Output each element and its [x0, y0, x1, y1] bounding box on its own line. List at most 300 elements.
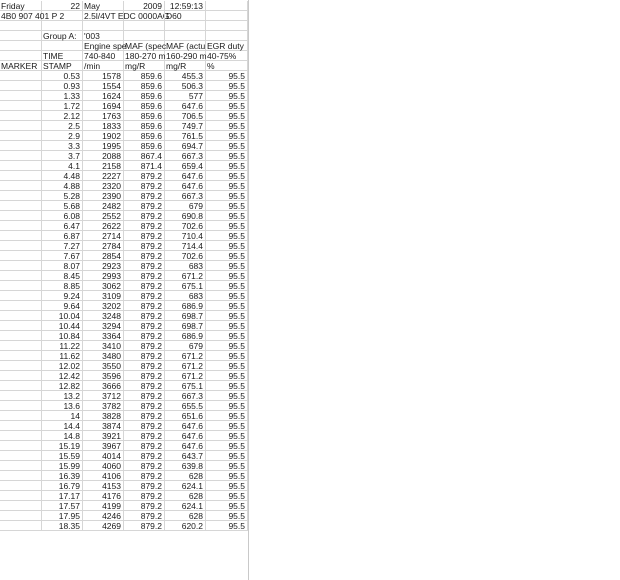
- cell-engine-speed[interactable]: 2320: [83, 181, 124, 191]
- cell-egr-duty[interactable]: 95.5: [206, 301, 248, 311]
- cell-engine-speed[interactable]: 3596: [83, 371, 124, 381]
- cell-marker[interactable]: [0, 111, 42, 121]
- header-cell-egr-duty[interactable]: [206, 11, 248, 21]
- cell-maf-actual[interactable]: 683: [165, 291, 206, 301]
- cell-marker[interactable]: [0, 241, 42, 251]
- cell-maf-spec[interactable]: 879.2: [124, 501, 165, 511]
- cell-time-stamp[interactable]: 2.5: [42, 121, 83, 131]
- cell-engine-speed[interactable]: 4153: [83, 481, 124, 491]
- cell-time-stamp[interactable]: 2.9: [42, 131, 83, 141]
- header-cell-maf-actual[interactable]: [165, 21, 206, 31]
- cell-marker[interactable]: [0, 121, 42, 131]
- cell-engine-speed[interactable]: 2088: [83, 151, 124, 161]
- cell-maf-spec[interactable]: 879.2: [124, 181, 165, 191]
- cell-marker[interactable]: [0, 411, 42, 421]
- cell-maf-spec[interactable]: 859.6: [124, 141, 165, 151]
- header-cell-egr-duty[interactable]: [206, 31, 248, 41]
- cell-egr-duty[interactable]: 95.5: [206, 241, 248, 251]
- header-cell-engine-speed[interactable]: /min: [83, 61, 124, 71]
- cell-maf-spec[interactable]: 879.2: [124, 251, 165, 261]
- cell-maf-actual[interactable]: 667.3: [165, 391, 206, 401]
- cell-marker[interactable]: [0, 481, 42, 491]
- cell-marker[interactable]: [0, 181, 42, 191]
- header-cell-marker[interactable]: 4B0 907 401 P 2: [1, 11, 65, 21]
- cell-time-stamp[interactable]: 17.95: [42, 511, 83, 521]
- cell-maf-spec[interactable]: 879.2: [124, 391, 165, 401]
- header-cell-maf-actual[interactable]: 160-290 m: [166, 51, 207, 61]
- cell-egr-duty[interactable]: 95.5: [206, 191, 248, 201]
- cell-marker[interactable]: [0, 301, 42, 311]
- cell-maf-spec[interactable]: 879.2: [124, 211, 165, 221]
- cell-egr-duty[interactable]: 95.5: [206, 261, 248, 271]
- cell-time-stamp[interactable]: 0.53: [42, 71, 83, 81]
- cell-engine-speed[interactable]: 2993: [83, 271, 124, 281]
- cell-egr-duty[interactable]: 95.5: [206, 211, 248, 221]
- cell-maf-spec[interactable]: 879.2: [124, 441, 165, 451]
- cell-egr-duty[interactable]: 95.5: [206, 371, 248, 381]
- cell-egr-duty[interactable]: 95.5: [206, 151, 248, 161]
- header-cell-marker[interactable]: [0, 51, 42, 61]
- cell-maf-actual[interactable]: 671.2: [165, 371, 206, 381]
- cell-time-stamp[interactable]: 7.67: [42, 251, 83, 261]
- cell-maf-spec[interactable]: 871.4: [124, 161, 165, 171]
- header-cell-maf-spec[interactable]: [124, 21, 165, 31]
- cell-maf-spec[interactable]: 859.6: [124, 101, 165, 111]
- header-cell-time-stamp[interactable]: [42, 11, 83, 21]
- header-cell-engine-speed[interactable]: '003: [83, 31, 124, 41]
- cell-maf-spec[interactable]: 879.2: [124, 421, 165, 431]
- cell-maf-spec[interactable]: 879.2: [124, 331, 165, 341]
- cell-time-stamp[interactable]: 6.47: [42, 221, 83, 231]
- cell-time-stamp[interactable]: 15.99: [42, 461, 83, 471]
- header-cell-maf-spec[interactable]: mg/R: [124, 61, 165, 71]
- cell-time-stamp[interactable]: 12.42: [42, 371, 83, 381]
- cell-engine-speed[interactable]: 2622: [83, 221, 124, 231]
- header-cell-maf-actual[interactable]: [165, 31, 206, 41]
- cell-time-stamp[interactable]: 10.84: [42, 331, 83, 341]
- cell-time-stamp[interactable]: 3.7: [42, 151, 83, 161]
- cell-engine-speed[interactable]: 1995: [83, 141, 124, 151]
- cell-maf-actual[interactable]: 690.8: [165, 211, 206, 221]
- cell-egr-duty[interactable]: 95.5: [206, 381, 248, 391]
- cell-marker[interactable]: [0, 151, 42, 161]
- cell-engine-speed[interactable]: 1833: [83, 121, 124, 131]
- cell-engine-speed[interactable]: 4014: [83, 451, 124, 461]
- cell-maf-actual[interactable]: 679: [165, 341, 206, 351]
- cell-maf-actual[interactable]: 702.6: [165, 251, 206, 261]
- cell-maf-actual[interactable]: 686.9: [165, 301, 206, 311]
- cell-marker[interactable]: [0, 391, 42, 401]
- cell-time-stamp[interactable]: 16.79: [42, 481, 83, 491]
- cell-egr-duty[interactable]: 95.5: [206, 441, 248, 451]
- cell-maf-actual[interactable]: 761.5: [165, 131, 206, 141]
- cell-time-stamp[interactable]: 8.07: [42, 261, 83, 271]
- cell-maf-spec[interactable]: 879.2: [124, 381, 165, 391]
- cell-marker[interactable]: [0, 291, 42, 301]
- cell-egr-duty[interactable]: 95.5: [206, 451, 248, 461]
- cell-marker[interactable]: [0, 251, 42, 261]
- cell-maf-actual[interactable]: 702.6: [165, 221, 206, 231]
- cell-egr-duty[interactable]: 95.5: [206, 251, 248, 261]
- cell-maf-spec[interactable]: 879.2: [124, 411, 165, 421]
- cell-time-stamp[interactable]: 4.88: [42, 181, 83, 191]
- cell-engine-speed[interactable]: 2784: [83, 241, 124, 251]
- header-cell-maf-spec[interactable]: [124, 11, 165, 21]
- cell-time-stamp[interactable]: 16.39: [42, 471, 83, 481]
- cell-engine-speed[interactable]: 1902: [83, 131, 124, 141]
- cell-maf-actual[interactable]: 698.7: [165, 311, 206, 321]
- cell-egr-duty[interactable]: 95.5: [206, 351, 248, 361]
- cell-marker[interactable]: [0, 231, 42, 241]
- cell-egr-duty[interactable]: 95.5: [206, 321, 248, 331]
- cell-egr-duty[interactable]: 95.5: [206, 511, 248, 521]
- cell-egr-duty[interactable]: 95.5: [206, 421, 248, 431]
- header-cell-engine-speed[interactable]: Engine spe: [84, 41, 127, 51]
- cell-maf-spec[interactable]: 879.2: [124, 301, 165, 311]
- cell-time-stamp[interactable]: 14.4: [42, 421, 83, 431]
- cell-egr-duty[interactable]: 95.5: [206, 171, 248, 181]
- cell-egr-duty[interactable]: 95.5: [206, 311, 248, 321]
- cell-maf-spec[interactable]: 879.2: [124, 481, 165, 491]
- header-cell-maf-actual[interactable]: D60: [165, 11, 206, 21]
- cell-marker[interactable]: [0, 471, 42, 481]
- cell-maf-actual[interactable]: 671.2: [165, 351, 206, 361]
- header-cell-egr-duty[interactable]: 40-75%: [206, 51, 248, 61]
- cell-time-stamp[interactable]: 9.24: [42, 291, 83, 301]
- cell-time-stamp[interactable]: 8.45: [42, 271, 83, 281]
- cell-egr-duty[interactable]: 95.5: [206, 101, 248, 111]
- cell-maf-spec[interactable]: 879.2: [124, 361, 165, 371]
- cell-engine-speed[interactable]: 3480: [83, 351, 124, 361]
- cell-egr-duty[interactable]: 95.5: [206, 471, 248, 481]
- cell-marker[interactable]: [0, 501, 42, 511]
- cell-maf-spec[interactable]: 879.2: [124, 241, 165, 251]
- cell-engine-speed[interactable]: 2227: [83, 171, 124, 181]
- header-cell-time-stamp[interactable]: Group A:: [42, 31, 83, 41]
- cell-maf-spec[interactable]: 859.6: [124, 131, 165, 141]
- header-cell-maf-spec[interactable]: 2009: [124, 1, 165, 11]
- cell-maf-actual[interactable]: 647.6: [165, 181, 206, 191]
- cell-marker[interactable]: [0, 221, 42, 231]
- cell-maf-actual[interactable]: 749.7: [165, 121, 206, 131]
- cell-egr-duty[interactable]: 95.5: [206, 161, 248, 171]
- cell-maf-spec[interactable]: 879.2: [124, 311, 165, 321]
- header-cell-time-stamp[interactable]: [42, 41, 83, 51]
- cell-time-stamp[interactable]: 4.48: [42, 171, 83, 181]
- cell-engine-speed[interactable]: 3550: [83, 361, 124, 371]
- cell-marker[interactable]: [0, 261, 42, 271]
- header-cell-marker[interactable]: Friday: [0, 1, 42, 11]
- cell-maf-actual[interactable]: 577: [165, 91, 206, 101]
- cell-egr-duty[interactable]: 95.5: [206, 391, 248, 401]
- header-cell-time-stamp[interactable]: STAMP: [42, 61, 83, 71]
- cell-maf-spec[interactable]: 859.6: [124, 121, 165, 131]
- cell-engine-speed[interactable]: 3364: [83, 331, 124, 341]
- cell-marker[interactable]: [0, 331, 42, 341]
- cell-egr-duty[interactable]: 95.5: [206, 521, 248, 531]
- header-cell-maf-spec[interactable]: [124, 31, 165, 41]
- cell-engine-speed[interactable]: 2390: [83, 191, 124, 201]
- cell-marker[interactable]: [0, 201, 42, 211]
- cell-marker[interactable]: [0, 361, 42, 371]
- cell-maf-spec[interactable]: 879.2: [124, 191, 165, 201]
- cell-egr-duty[interactable]: 95.5: [206, 291, 248, 301]
- cell-maf-spec[interactable]: 879.2: [124, 511, 165, 521]
- cell-maf-spec[interactable]: 879.2: [124, 321, 165, 331]
- cell-egr-duty[interactable]: 95.5: [206, 141, 248, 151]
- cell-egr-duty[interactable]: 95.5: [206, 281, 248, 291]
- cell-marker[interactable]: [0, 271, 42, 281]
- cell-maf-spec[interactable]: 879.2: [124, 261, 165, 271]
- cell-egr-duty[interactable]: 95.5: [206, 71, 248, 81]
- cell-engine-speed[interactable]: 3874: [83, 421, 124, 431]
- cell-marker[interactable]: [0, 141, 42, 151]
- cell-marker[interactable]: [0, 421, 42, 431]
- cell-maf-spec[interactable]: 879.2: [124, 201, 165, 211]
- cell-maf-spec[interactable]: 879.2: [124, 431, 165, 441]
- cell-time-stamp[interactable]: 13.2: [42, 391, 83, 401]
- cell-maf-actual[interactable]: 620.2: [165, 521, 206, 531]
- cell-marker[interactable]: [0, 211, 42, 221]
- cell-time-stamp[interactable]: 3.3: [42, 141, 83, 151]
- cell-egr-duty[interactable]: 95.5: [206, 501, 248, 511]
- cell-engine-speed[interactable]: 3967: [83, 441, 124, 451]
- cell-maf-actual[interactable]: 651.6: [165, 411, 206, 421]
- cell-maf-spec[interactable]: 867.4: [124, 151, 165, 161]
- cell-maf-actual[interactable]: 628: [165, 511, 206, 521]
- cell-marker[interactable]: [0, 171, 42, 181]
- cell-time-stamp[interactable]: 18.35: [42, 521, 83, 531]
- cell-maf-actual[interactable]: 714.4: [165, 241, 206, 251]
- cell-time-stamp[interactable]: 7.27: [42, 241, 83, 251]
- cell-maf-spec[interactable]: 879.2: [124, 351, 165, 361]
- cell-time-stamp[interactable]: 9.64: [42, 301, 83, 311]
- cell-time-stamp[interactable]: 2.12: [42, 111, 83, 121]
- cell-time-stamp[interactable]: 12.02: [42, 361, 83, 371]
- cell-egr-duty[interactable]: 95.5: [206, 271, 248, 281]
- cell-maf-actual[interactable]: 655.5: [165, 401, 206, 411]
- cell-engine-speed[interactable]: 2854: [83, 251, 124, 261]
- cell-maf-actual[interactable]: 624.1: [165, 481, 206, 491]
- cell-maf-spec[interactable]: 879.2: [124, 281, 165, 291]
- cell-time-stamp[interactable]: 10.44: [42, 321, 83, 331]
- cell-maf-actual[interactable]: 639.8: [165, 461, 206, 471]
- cell-time-stamp[interactable]: 5.28: [42, 191, 83, 201]
- header-cell-egr-duty[interactable]: %: [206, 61, 248, 71]
- cell-marker[interactable]: [0, 191, 42, 201]
- cell-marker[interactable]: [0, 351, 42, 361]
- cell-engine-speed[interactable]: 2714: [83, 231, 124, 241]
- header-cell-marker[interactable]: MARKER: [0, 61, 42, 71]
- cell-maf-spec[interactable]: 879.2: [124, 401, 165, 411]
- cell-time-stamp[interactable]: 10.04: [42, 311, 83, 321]
- cell-time-stamp[interactable]: 6.87: [42, 231, 83, 241]
- cell-maf-actual[interactable]: 694.7: [165, 141, 206, 151]
- cell-time-stamp[interactable]: 11.62: [42, 351, 83, 361]
- cell-maf-actual[interactable]: 647.6: [165, 431, 206, 441]
- cell-maf-actual[interactable]: 667.3: [165, 191, 206, 201]
- cell-time-stamp[interactable]: 5.68: [42, 201, 83, 211]
- cell-maf-actual[interactable]: 679: [165, 201, 206, 211]
- cell-engine-speed[interactable]: 3828: [83, 411, 124, 421]
- cell-marker[interactable]: [0, 451, 42, 461]
- cell-maf-spec[interactable]: 879.2: [124, 471, 165, 481]
- header-cell-engine-speed[interactable]: 740-840: [83, 51, 124, 61]
- cell-egr-duty[interactable]: 95.5: [206, 111, 248, 121]
- cell-maf-actual[interactable]: 667.3: [165, 151, 206, 161]
- cell-marker[interactable]: [0, 521, 42, 531]
- cell-maf-actual[interactable]: 455.3: [165, 71, 206, 81]
- cell-egr-duty[interactable]: 95.5: [206, 341, 248, 351]
- cell-engine-speed[interactable]: 1554: [83, 81, 124, 91]
- header-cell-marker[interactable]: [0, 31, 42, 41]
- cell-marker[interactable]: [0, 511, 42, 521]
- cell-marker[interactable]: [0, 71, 42, 81]
- cell-maf-spec[interactable]: 879.2: [124, 451, 165, 461]
- cell-time-stamp[interactable]: 0.93: [42, 81, 83, 91]
- cell-time-stamp[interactable]: 8.85: [42, 281, 83, 291]
- cell-engine-speed[interactable]: 1694: [83, 101, 124, 111]
- cell-marker[interactable]: [0, 431, 42, 441]
- cell-maf-actual[interactable]: 506.3: [165, 81, 206, 91]
- cell-time-stamp[interactable]: 17.57: [42, 501, 83, 511]
- cell-egr-duty[interactable]: 95.5: [206, 91, 248, 101]
- header-cell-maf-actual[interactable]: mg/R: [165, 61, 206, 71]
- cell-marker[interactable]: [0, 441, 42, 451]
- cell-time-stamp[interactable]: 11.22: [42, 341, 83, 351]
- cell-maf-actual[interactable]: 675.1: [165, 381, 206, 391]
- header-cell-engine-speed[interactable]: 2.5l/4VT EDC 0000AG: [84, 11, 170, 21]
- cell-egr-duty[interactable]: 95.5: [206, 491, 248, 501]
- header-cell-marker[interactable]: [0, 41, 42, 51]
- cell-maf-actual[interactable]: 706.5: [165, 111, 206, 121]
- cell-time-stamp[interactable]: 1.33: [42, 91, 83, 101]
- cell-maf-spec[interactable]: 879.2: [124, 371, 165, 381]
- header-cell-egr-duty[interactable]: [206, 1, 248, 11]
- cell-egr-duty[interactable]: 95.5: [206, 131, 248, 141]
- cell-maf-actual[interactable]: 683: [165, 261, 206, 271]
- cell-time-stamp[interactable]: 13.6: [42, 401, 83, 411]
- cell-marker[interactable]: [0, 321, 42, 331]
- cell-engine-speed[interactable]: 3248: [83, 311, 124, 321]
- cell-marker[interactable]: [0, 81, 42, 91]
- header-cell-engine-speed[interactable]: May: [83, 1, 124, 11]
- cell-engine-speed[interactable]: 2923: [83, 261, 124, 271]
- cell-engine-speed[interactable]: 3109: [83, 291, 124, 301]
- cell-marker[interactable]: [0, 341, 42, 351]
- cell-engine-speed[interactable]: 3782: [83, 401, 124, 411]
- header-cell-maf-spec[interactable]: 180-270 m: [125, 51, 166, 61]
- cell-egr-duty[interactable]: 95.5: [206, 201, 248, 211]
- cell-egr-duty[interactable]: 95.5: [206, 231, 248, 241]
- cell-time-stamp[interactable]: 6.08: [42, 211, 83, 221]
- cell-egr-duty[interactable]: 95.5: [206, 331, 248, 341]
- cell-engine-speed[interactable]: 4246: [83, 511, 124, 521]
- cell-engine-speed[interactable]: 3410: [83, 341, 124, 351]
- cell-engine-speed[interactable]: 2158: [83, 161, 124, 171]
- cell-maf-actual[interactable]: 647.6: [165, 421, 206, 431]
- cell-maf-spec[interactable]: 859.6: [124, 91, 165, 101]
- cell-time-stamp[interactable]: 12.82: [42, 381, 83, 391]
- cell-time-stamp[interactable]: 17.17: [42, 491, 83, 501]
- cell-engine-speed[interactable]: 1763: [83, 111, 124, 121]
- cell-maf-actual[interactable]: 710.4: [165, 231, 206, 241]
- cell-marker[interactable]: [0, 491, 42, 501]
- cell-time-stamp[interactable]: 15.59: [42, 451, 83, 461]
- cell-maf-actual[interactable]: 671.2: [165, 361, 206, 371]
- cell-maf-actual[interactable]: 698.7: [165, 321, 206, 331]
- header-cell-time-stamp[interactable]: 22: [42, 1, 83, 11]
- cell-engine-speed[interactable]: 2552: [83, 211, 124, 221]
- cell-marker[interactable]: [0, 461, 42, 471]
- cell-maf-spec[interactable]: 879.2: [124, 221, 165, 231]
- cell-maf-spec[interactable]: 859.6: [124, 81, 165, 91]
- cell-marker[interactable]: [0, 101, 42, 111]
- cell-maf-actual[interactable]: 647.6: [165, 101, 206, 111]
- cell-maf-spec[interactable]: 879.2: [124, 171, 165, 181]
- cell-engine-speed[interactable]: 3921: [83, 431, 124, 441]
- cell-maf-spec[interactable]: 879.2: [124, 341, 165, 351]
- cell-maf-actual[interactable]: 628: [165, 471, 206, 481]
- cell-egr-duty[interactable]: 95.5: [206, 401, 248, 411]
- cell-egr-duty[interactable]: 95.5: [206, 361, 248, 371]
- cell-egr-duty[interactable]: 95.5: [206, 481, 248, 491]
- cell-engine-speed[interactable]: 3294: [83, 321, 124, 331]
- cell-maf-spec[interactable]: 879.2: [124, 461, 165, 471]
- cell-marker[interactable]: [0, 281, 42, 291]
- cell-egr-duty[interactable]: 95.5: [206, 431, 248, 441]
- cell-engine-speed[interactable]: 4060: [83, 461, 124, 471]
- cell-maf-spec[interactable]: 879.2: [124, 271, 165, 281]
- cell-maf-spec[interactable]: 879.2: [124, 491, 165, 501]
- cell-maf-actual[interactable]: 675.1: [165, 281, 206, 291]
- cell-maf-spec[interactable]: 879.2: [124, 231, 165, 241]
- cell-time-stamp[interactable]: 4.1: [42, 161, 83, 171]
- cell-maf-spec[interactable]: 879.2: [124, 291, 165, 301]
- header-cell-time-stamp[interactable]: TIME: [42, 51, 83, 61]
- cell-engine-speed[interactable]: 1578: [83, 71, 124, 81]
- header-cell-maf-actual[interactable]: 12:59:13: [165, 1, 206, 11]
- cell-maf-actual[interactable]: 671.2: [165, 271, 206, 281]
- header-cell-egr-duty[interactable]: EGR duty: [206, 41, 248, 51]
- cell-egr-duty[interactable]: 95.5: [206, 411, 248, 421]
- cell-engine-speed[interactable]: 4199: [83, 501, 124, 511]
- cell-engine-speed[interactable]: 1624: [83, 91, 124, 101]
- header-cell-egr-duty[interactable]: [206, 21, 248, 31]
- cell-time-stamp[interactable]: 15.19: [42, 441, 83, 451]
- header-cell-maf-spec[interactable]: MAF (spec: [125, 41, 167, 51]
- cell-maf-spec[interactable]: 879.2: [124, 521, 165, 531]
- cell-marker[interactable]: [0, 91, 42, 101]
- cell-maf-spec[interactable]: 859.6: [124, 71, 165, 81]
- header-cell-marker[interactable]: [0, 21, 42, 31]
- cell-egr-duty[interactable]: 95.5: [206, 81, 248, 91]
- cell-engine-speed[interactable]: 3712: [83, 391, 124, 401]
- cell-engine-speed[interactable]: 4176: [83, 491, 124, 501]
- cell-maf-actual[interactable]: 647.6: [165, 441, 206, 451]
- cell-marker[interactable]: [0, 161, 42, 171]
- cell-maf-actual[interactable]: 628: [165, 491, 206, 501]
- cell-time-stamp[interactable]: 14.8: [42, 431, 83, 441]
- cell-maf-spec[interactable]: 859.6: [124, 111, 165, 121]
- cell-egr-duty[interactable]: 95.5: [206, 461, 248, 471]
- cell-egr-duty[interactable]: 95.5: [206, 121, 248, 131]
- cell-engine-speed[interactable]: 4269: [83, 521, 124, 531]
- cell-engine-speed[interactable]: 2482: [83, 201, 124, 211]
- cell-engine-speed[interactable]: 3666: [83, 381, 124, 391]
- cell-time-stamp[interactable]: 1.72: [42, 101, 83, 111]
- cell-marker[interactable]: [0, 131, 42, 141]
